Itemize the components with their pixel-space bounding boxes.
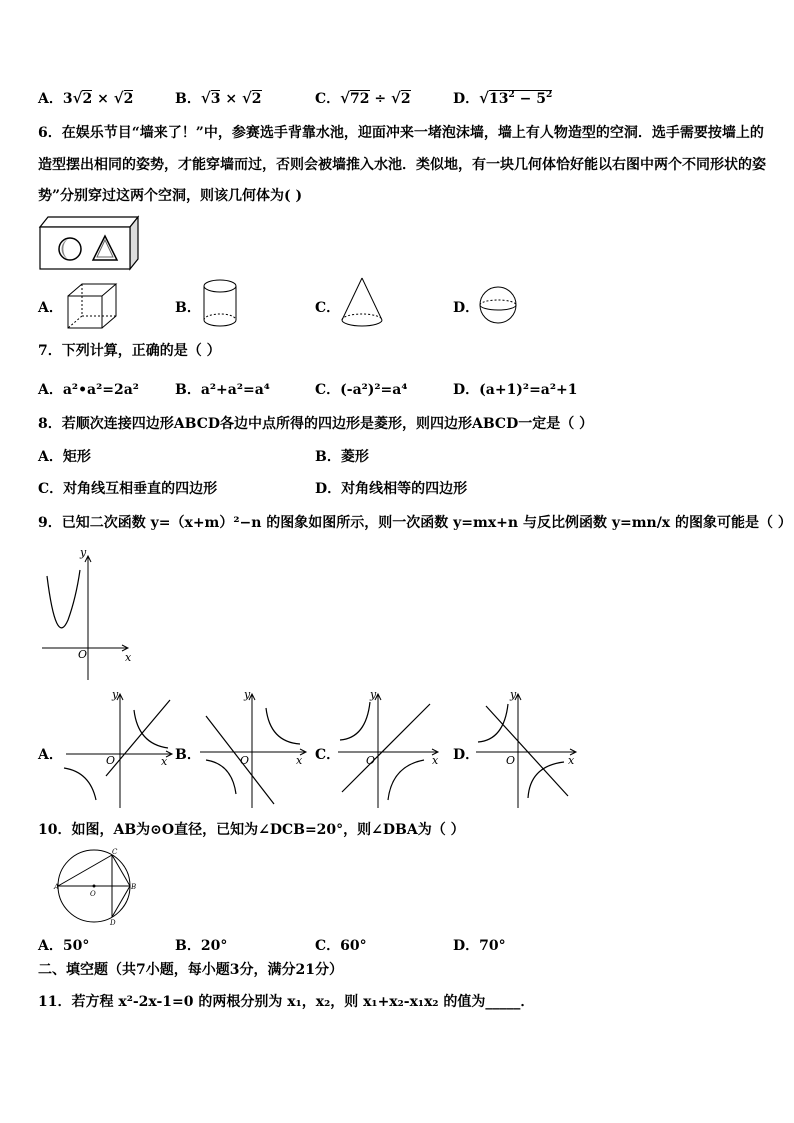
q5-option-c: C．√72 ÷ √2	[315, 89, 411, 107]
cone-figure	[340, 276, 388, 330]
svg-text:x: x	[161, 755, 168, 768]
svg-text:O: O	[106, 754, 116, 767]
q9-option-b-label: B．	[175, 747, 201, 763]
q10-circle-figure	[54, 848, 142, 928]
q6-line3: 势”分别穿过这两个空洞，则该几何体为( )	[38, 188, 303, 204]
q9-stem: 9．已知二次函数 y=（x+m）²−n 的图象如图所示，则一次函数 y=mx+n 与反比例函数 y=mn/x 的图象可能是（ ）	[38, 515, 792, 531]
svg-text:O: O	[90, 890, 96, 898]
q10-option-b: B．20°	[175, 938, 228, 954]
q10-option-a: A．50°	[38, 938, 90, 954]
svg-text:O: O	[366, 754, 376, 767]
q9-parabola-graph	[40, 548, 140, 680]
svg-text:y: y	[80, 546, 87, 559]
q10-option-d: D．70°	[453, 938, 506, 954]
svg-text:y: y	[112, 688, 119, 701]
svg-text:x: x	[568, 754, 575, 767]
q9-graph-b	[196, 688, 316, 810]
q9-option-a-label: A．	[38, 747, 63, 763]
q5-option-d: D．$√13^2 - 5^2$	[453, 89, 553, 107]
q6-line2: 造型摆出相同的姿势，才能穿墙而过，否则会被墙推入水池．类似地，有一块几何体恰好能以右图中两个不同形状的姿	[38, 157, 766, 173]
q10-stem: 10．如图，AB为⊙O直径，已知为∠DCB=20°，则∠DBA为（ ）	[38, 822, 465, 838]
svg-text:O: O	[78, 648, 88, 661]
q8-option-a: A．矩形	[38, 449, 91, 465]
svg-text:x: x	[432, 754, 439, 767]
q7-option-a: A．a²•a²=2a²	[38, 382, 139, 398]
q8-option-c: C．对角线互相垂直的四边形	[38, 481, 218, 497]
sphere-figure	[478, 286, 520, 326]
q7-option-b: B．a²+a²=a⁴	[175, 382, 270, 398]
q9-graph-d	[472, 688, 582, 810]
q7-option-c: C．(-a²)²=a⁴	[315, 382, 408, 398]
cube-figure	[65, 282, 120, 330]
foam-wall-figure	[38, 215, 138, 271]
q6-option-c-label: C．	[315, 300, 341, 316]
q9-option-d-label: D．	[453, 747, 480, 763]
q8-stem: 8．若顺次连接四边形ABCD各边中点所得的四边形是菱形，则四边形ABCD一定是（ ）	[38, 416, 594, 432]
q7-stem: 7．下列计算，正确的是（ ）	[38, 343, 221, 359]
q9-graph-a	[58, 688, 178, 810]
q8-option-d: D．对角线相等的四边形	[315, 481, 468, 497]
svg-text:D: D	[110, 919, 116, 927]
q6-option-d-label: D．	[453, 300, 480, 316]
svg-text:y: y	[510, 688, 517, 701]
q11-stem: 11．若方程 x²-2x-1=0 的两根分别为 x₁，x₂，则 x₁+x₂-x₁x₂ 的值为_____．	[38, 994, 535, 1010]
q5-option-b: B．√3 × √2	[175, 89, 262, 107]
svg-text:B: B	[131, 883, 137, 891]
svg-text:O: O	[506, 754, 516, 767]
q6-option-b-label: B．	[175, 300, 201, 316]
svg-text:A: A	[54, 883, 60, 891]
q9-option-c-label: C．	[315, 747, 341, 763]
svg-text:y: y	[244, 688, 251, 701]
q10-option-c: C．60°	[315, 938, 367, 954]
svg-text:O: O	[240, 754, 250, 767]
svg-text:y: y	[370, 688, 377, 701]
q5-option-a: A．3√2 × √2	[38, 89, 134, 107]
cylinder-figure	[202, 278, 242, 330]
svg-text:x: x	[125, 651, 132, 664]
q9-graph-c	[334, 688, 454, 810]
q6-option-a-label: A．	[38, 300, 63, 316]
svg-text:C: C	[112, 848, 118, 856]
q7-option-d: D．(a+1)²=a²+1	[453, 382, 578, 398]
q6-line1: 6．在娱乐节目“墙来了！”中，参赛选手背靠水池，迎面冲来一堵泡沫墙，墙上有人物造型的空洞．选手需要按墙上的	[38, 125, 764, 141]
q8-option-b: B．菱形	[315, 449, 369, 465]
section2-heading: 二、填空题（共7小题，每小题3分，满分21分）	[38, 962, 343, 978]
svg-text:x: x	[296, 754, 303, 767]
